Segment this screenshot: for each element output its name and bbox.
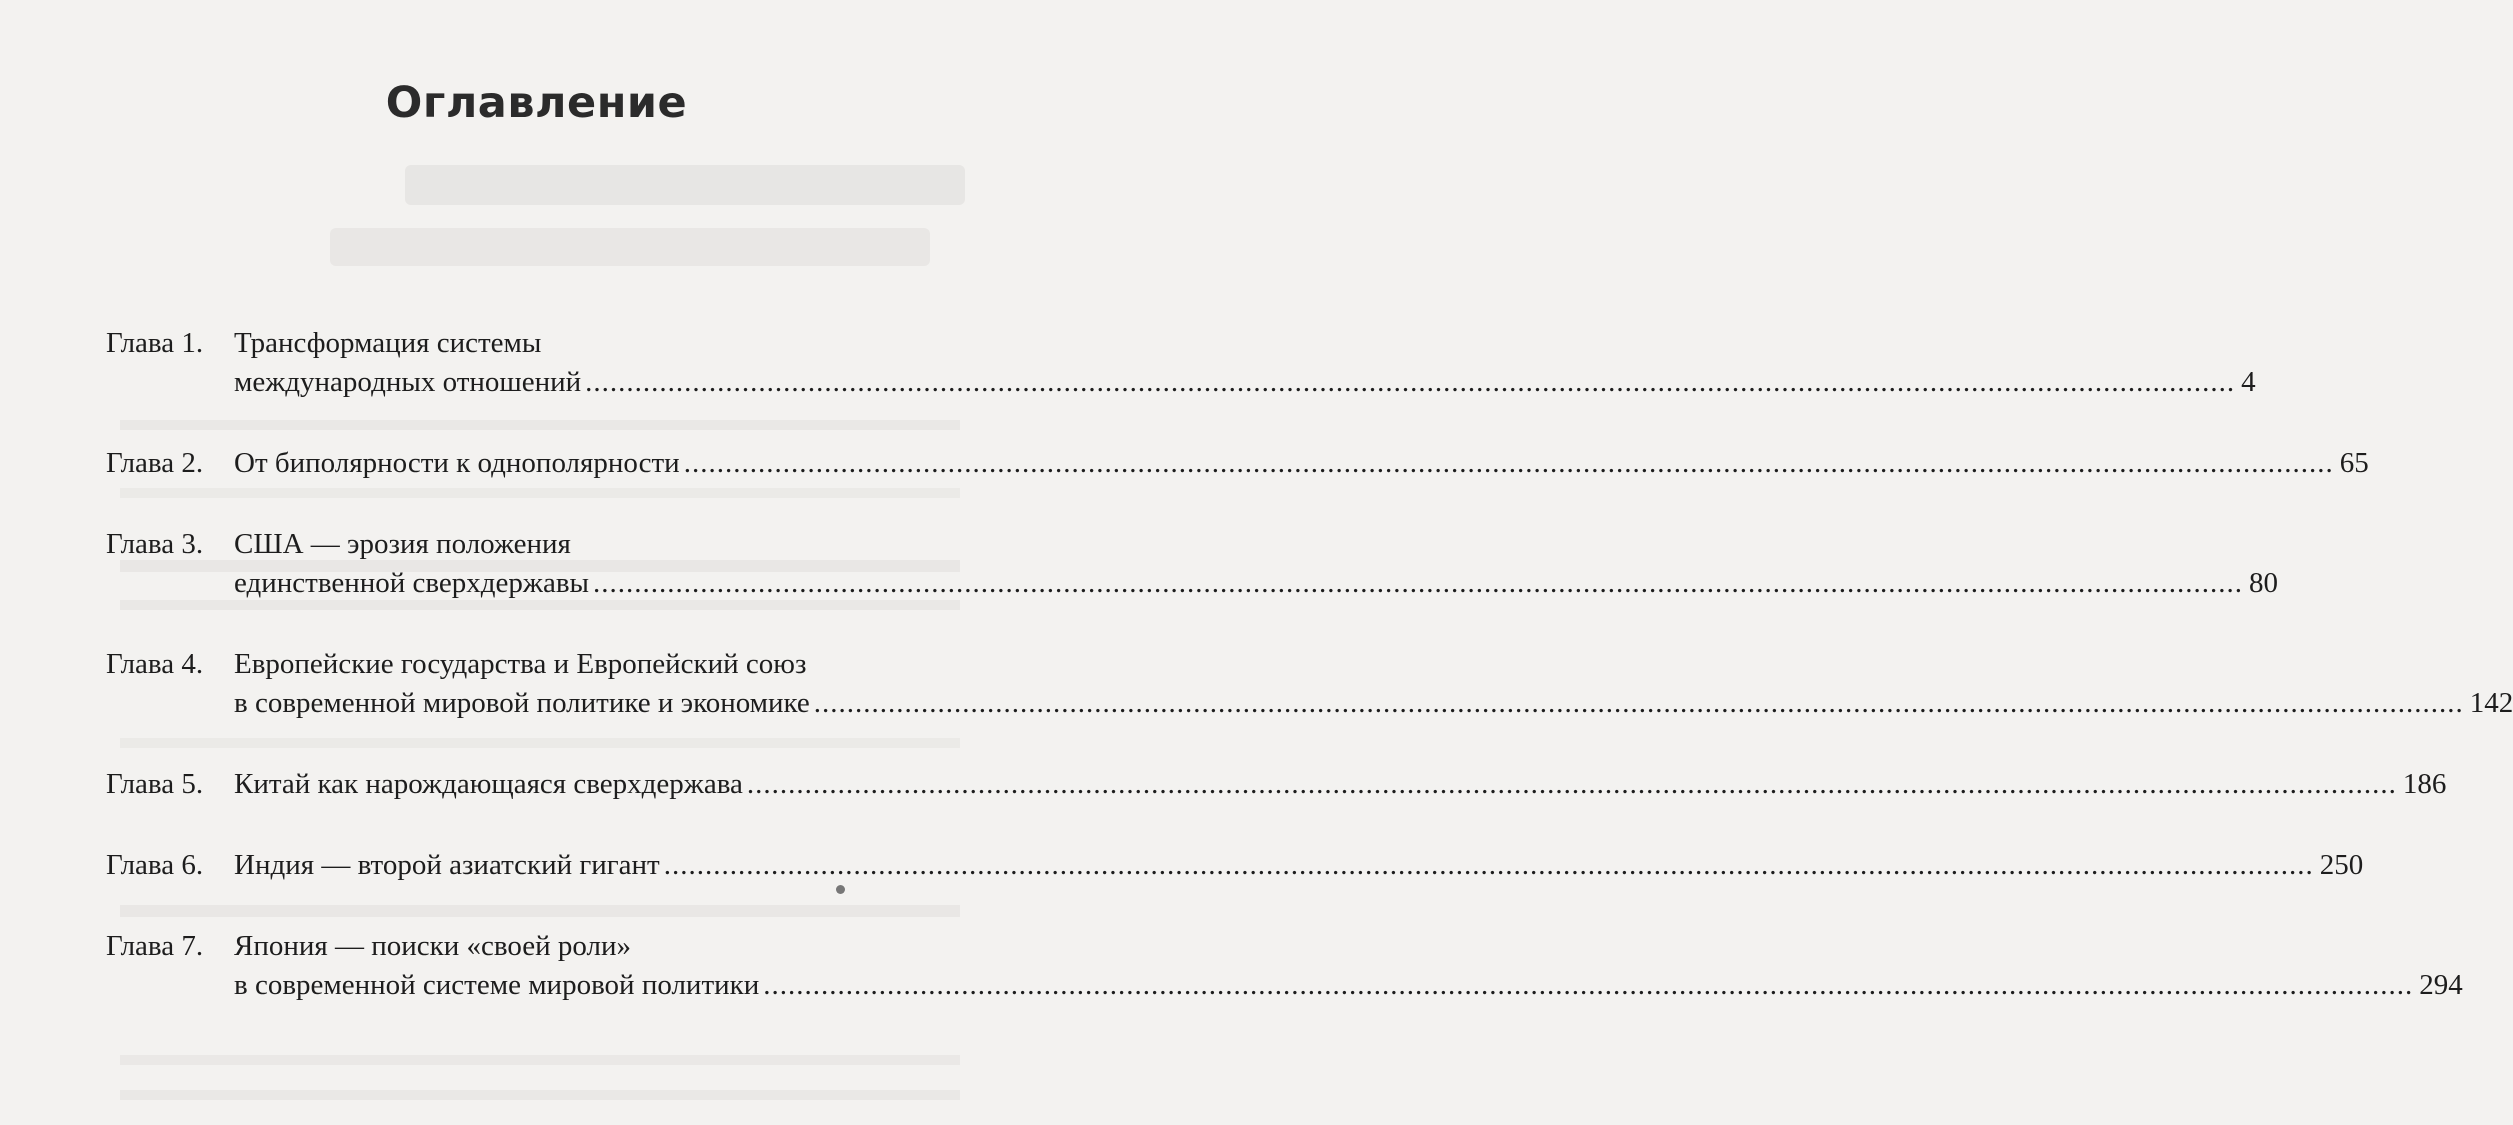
chapter-label: Глава 2. [106,447,204,479]
dot-leader: ........................................................................................................................................................................................................ [585,366,2236,398]
table-of-contents [106,324,2513,1047]
page-number: 65 [2339,447,2369,479]
dot-leader: ........................................................................................................................................................................................................ [763,969,2414,1001]
dot-leader: ........................................................................................................................................................................................................ [593,567,2244,599]
chapter-label: Глава 4. [106,648,204,680]
chapter-title-line: От биполярности к однополярности [234,447,680,479]
chapter-title-line: Европейские государства и Европейский союз [234,648,807,680]
page-number: 142 [2469,687,2513,719]
toc-entry[interactable] [106,324,2256,402]
paper-speck [836,885,845,894]
chapter-label: Глава 6. [106,849,204,881]
chapter-title-line: международных отношений [234,366,582,398]
dot-leader: ........................................................................................................................................................................................................ [746,768,2397,800]
dot-leader: ........................................................................................................................................................................................................ [813,687,2464,719]
page-number: 186 [2402,768,2447,800]
page-number: 294 [2419,969,2463,1001]
toc-entry[interactable] [106,444,2369,483]
page-title: Оглавление [385,78,688,128]
page-number: 80 [2249,567,2279,599]
chapter-title-line: Индия — второй азиатский гигант [234,849,660,881]
toc-entry[interactable] [106,927,2463,1005]
dot-leader: ........................................................................................................................................................................................................ [663,849,2314,881]
page-number: 4 [2241,366,2256,398]
chapter-label: Глава 3. [106,528,204,560]
chapter-label: Глава 5. [106,768,204,800]
toc-entry[interactable] [106,525,2279,603]
chapter-title-line: в современной системе мировой политики [234,969,760,1001]
toc-entry[interactable] [106,765,2447,804]
page-number: 250 [2319,849,2364,881]
chapter-title-line: Трансформация системы [234,327,542,359]
chapter-title-line: в современной мировой политике и экономике [234,687,810,719]
chapter-title-line: Япония — поиски «своей роли» [234,930,631,962]
chapter-title-line: единственной сверхдержавы [234,567,590,599]
chapter-label: Глава 7. [106,930,204,962]
chapter-title-line: США — эрозия положения [234,528,571,560]
dot-leader: ........................................................................................................................................................................................................ [683,447,2334,479]
chapter-title-line: Китай как нарождающаяся сверхдержава [234,768,743,800]
toc-entry[interactable] [106,846,2364,885]
toc-entry[interactable] [106,645,2513,723]
chapter-label: Глава 1. [106,327,204,359]
